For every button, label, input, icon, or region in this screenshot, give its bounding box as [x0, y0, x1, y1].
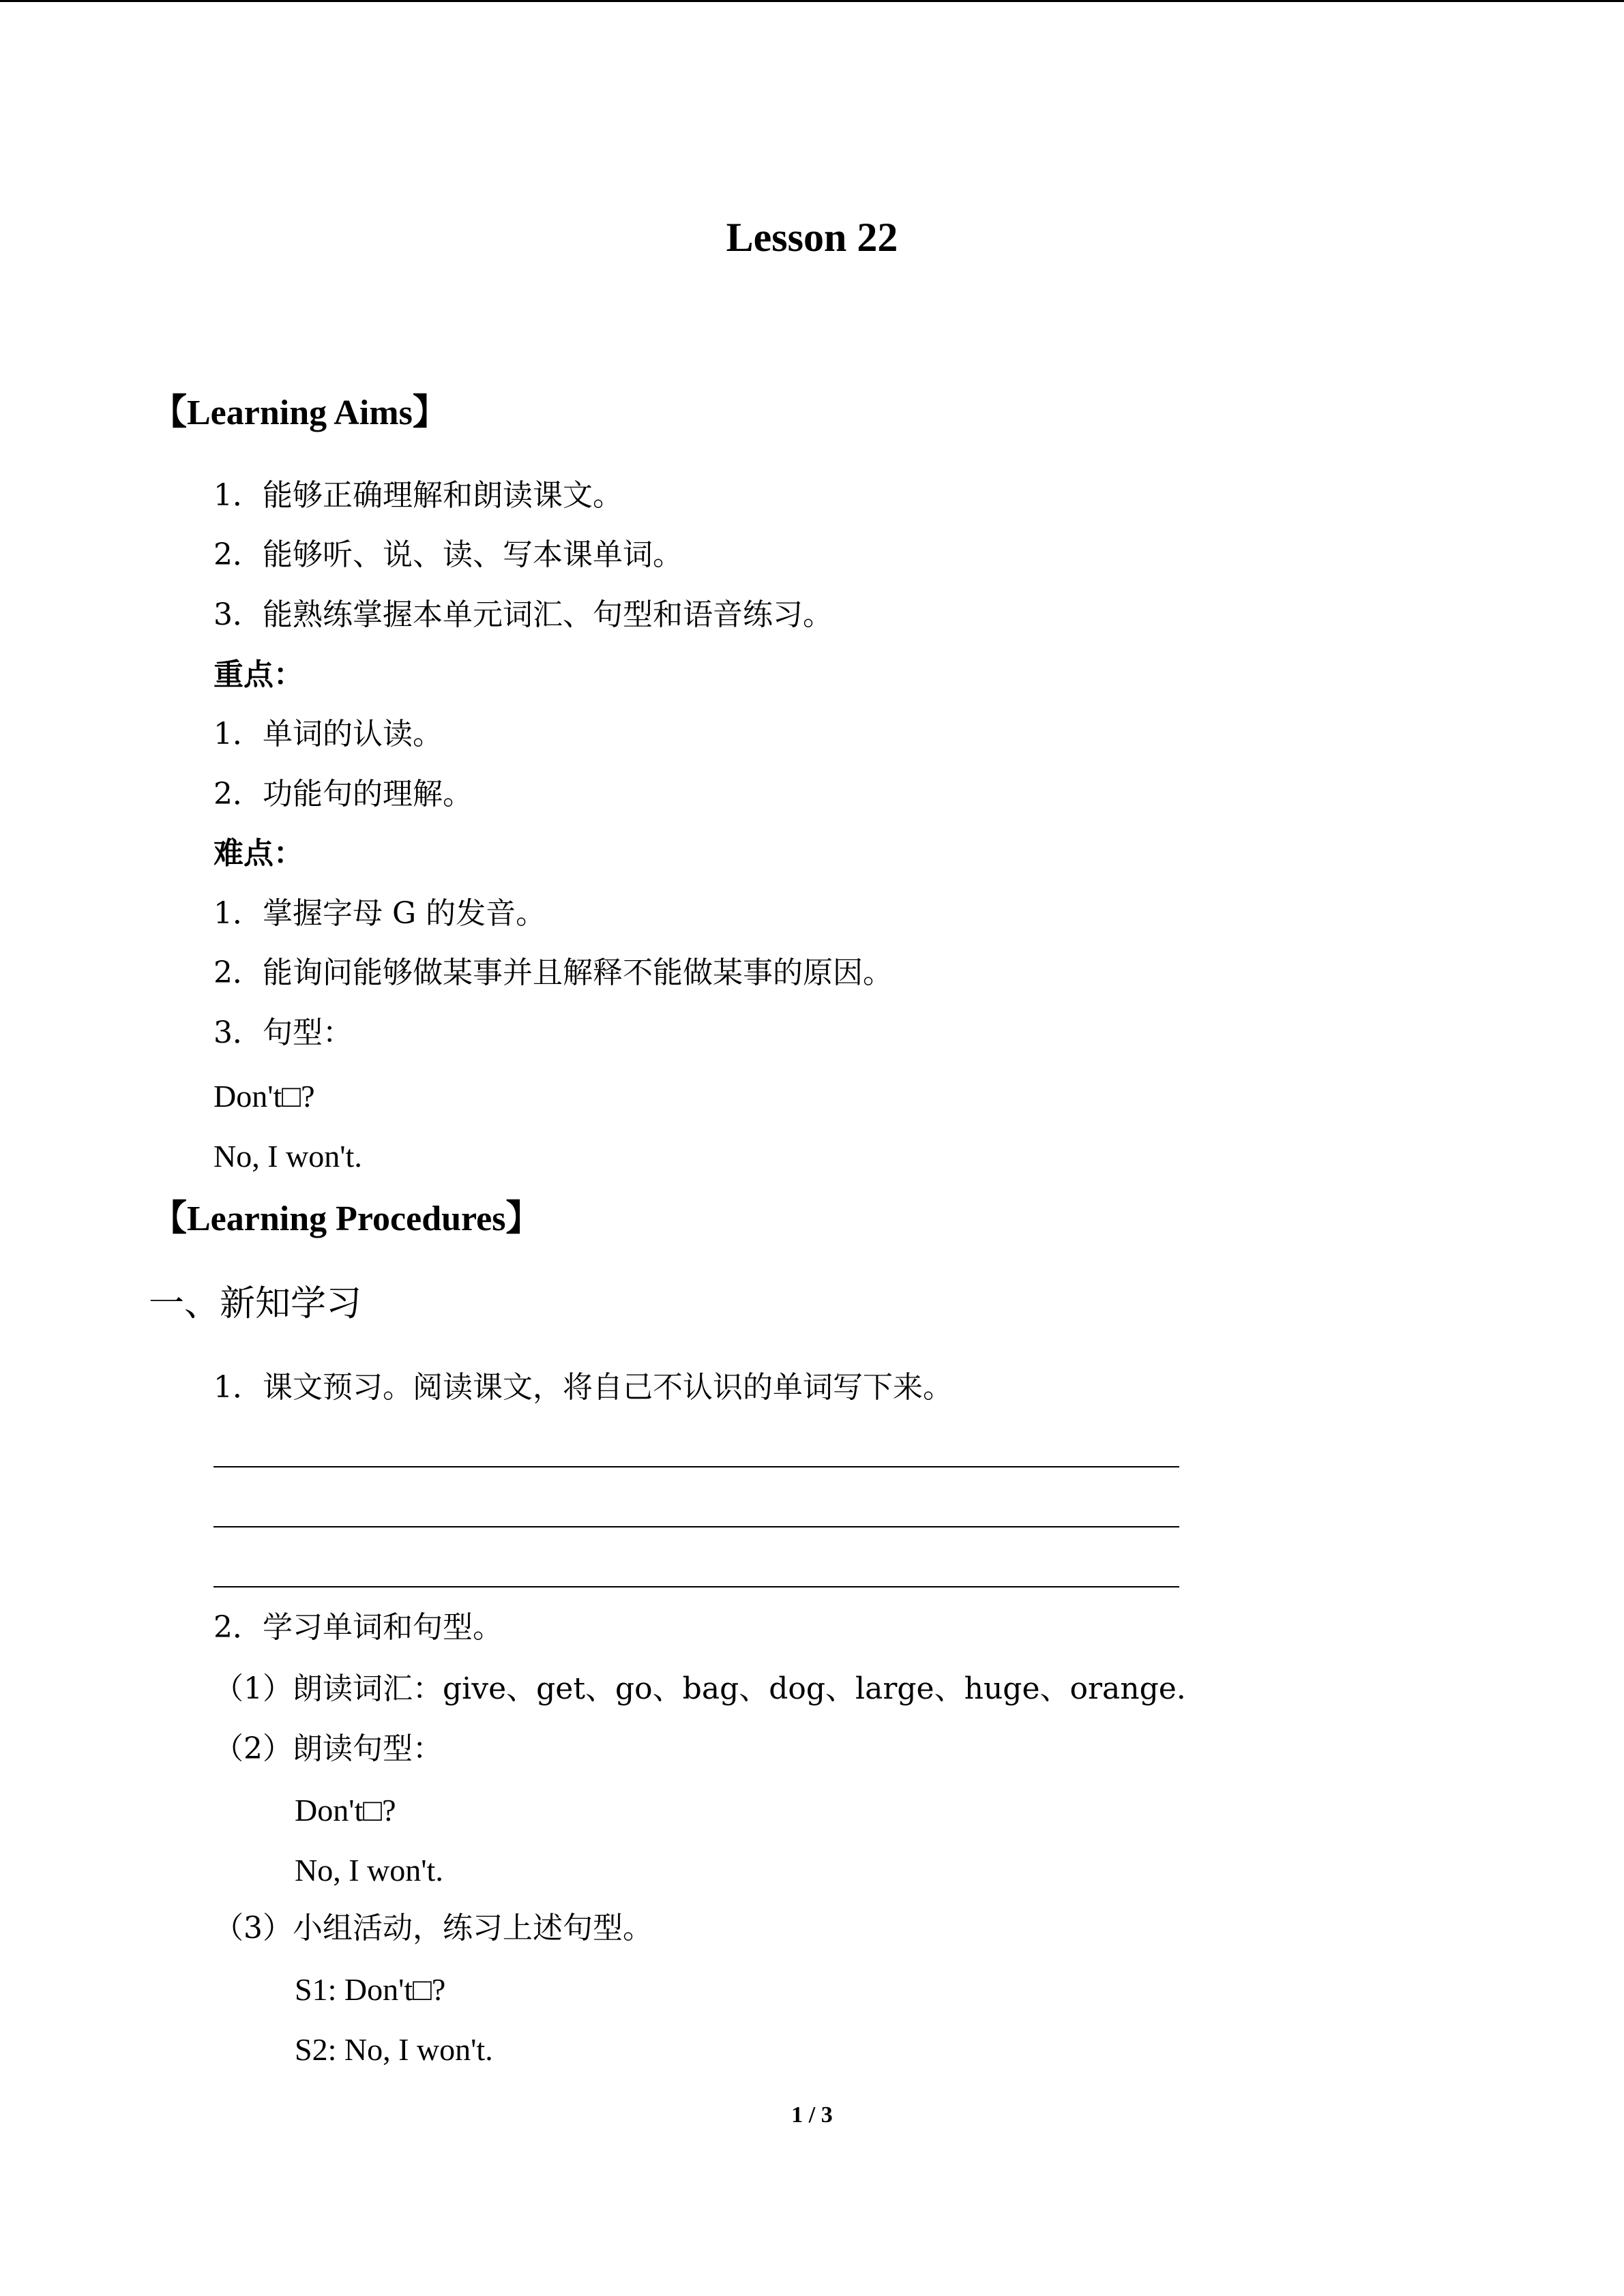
answer-line-1[interactable] — [213, 1466, 1179, 1467]
sub1-vocabulary: （1）朗读词汇：give、get、go、bag、dog、large、huge、orange. — [213, 1671, 1186, 1706]
dialogue-s1: S1: Don't□? — [295, 1972, 446, 2007]
pattern-question: Don't□? — [213, 1079, 315, 1114]
sub2-sentence-patterns: （2）朗读句型： — [213, 1731, 443, 1766]
pattern-answer: No, I won't. — [213, 1139, 362, 1174]
answer-line-2[interactable] — [213, 1526, 1179, 1527]
key-item-1: 1．单词的认读。 — [213, 717, 443, 751]
sub2-pattern-answer: No, I won't. — [295, 1853, 443, 1888]
key-points-label: 重点： — [213, 657, 304, 692]
aim-item-2: 2．能够听、说、读、写本课单词。 — [213, 537, 683, 572]
page-number: 1 / 3 — [791, 2102, 833, 2128]
aim-item-3: 3．能熟练掌握本单元词汇、句型和语音练习。 — [213, 597, 833, 632]
learning-aims-heading: 【Learning Aims】 — [151, 393, 448, 432]
key-item-2: 2．功能句的理解。 — [213, 777, 473, 811]
sub2-pattern-question: Don't□? — [295, 1793, 396, 1828]
part1-heading: 一、新知学习 — [149, 1283, 362, 1324]
task1-text: 1．课文预习。阅读课文，将自己不认识的单词写下来。 — [213, 1370, 953, 1405]
task2-text: 2．学习单词和句型。 — [213, 1610, 503, 1645]
difficult-points-label: 难点： — [213, 836, 304, 871]
dialogue-s2: S2: No, I won't. — [295, 2032, 493, 2067]
sub3-group-activity: （3）小组活动，练习上述句型。 — [213, 1911, 653, 1945]
answer-line-3[interactable] — [213, 1586, 1179, 1587]
aim-item-1: 1．能够正确理解和朗读课文。 — [213, 478, 623, 513]
page-title: Lesson 22 — [726, 215, 898, 260]
difficult-item-3: 3．句型： — [213, 1015, 353, 1050]
difficult-item-1: 1．掌握字母 G 的发音。 — [213, 896, 546, 931]
top-border — [0, 0, 1624, 2]
difficult-item-2: 2．能询问能够做某事并且解释不能做某事的原因。 — [213, 955, 893, 990]
learning-procedures-heading: 【Learning Procedures】 — [151, 1199, 542, 1238]
